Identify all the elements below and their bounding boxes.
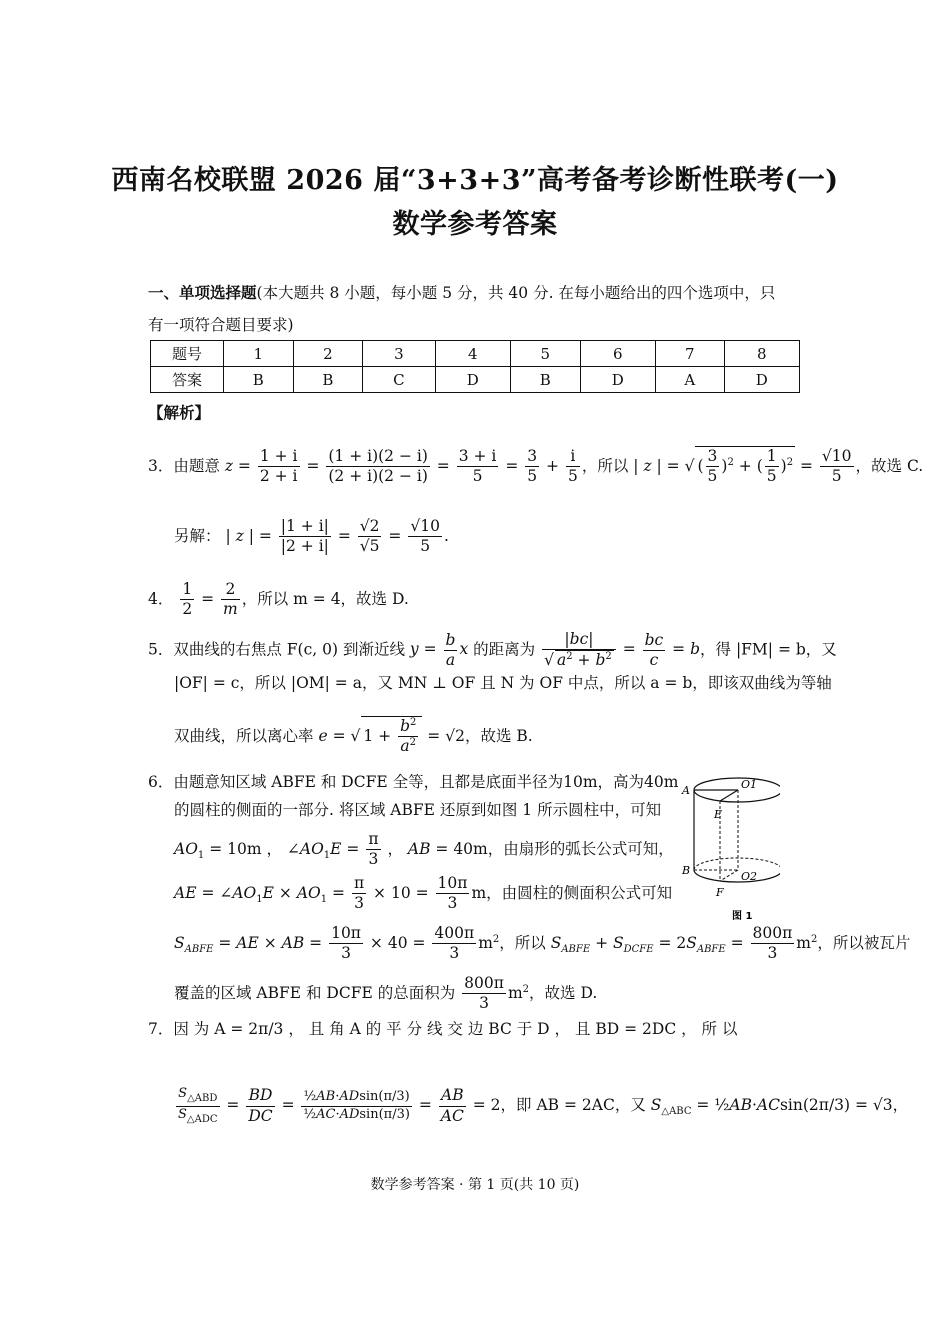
q5-line2: |OF| = c，所以 |OM| = a，又 MN ⊥ OF 且 N 为 OF 中点，所以 a = b，即该双曲线为等轴 (174, 674, 832, 692)
table-cell: 4 (435, 341, 510, 367)
table-cell: B (293, 367, 363, 393)
q3-result: ，故选 C. (855, 456, 924, 475)
table-cell: 8 (724, 341, 799, 367)
q6-formula-3: $AO_1 = 10m$ ， $\angle AO_1E$ = $\frac{\pi}{3}$ ， AB = 40m (174, 830, 488, 869)
answer-table (150, 340, 800, 393)
label-b: B (682, 864, 691, 877)
q6-line2: 的圆柱的侧面的一部分. 将区域 ABFE 还原到如图 1 所示圆柱中，可知 (174, 801, 662, 819)
table-row (151, 341, 800, 367)
q3-line1 (148, 446, 923, 487)
label-o1: O1 (741, 778, 758, 791)
table-cell: 1 (224, 341, 294, 367)
q5-line3 (174, 716, 533, 757)
table-cell: D (724, 367, 799, 393)
q4-formula: $\frac{1}{2}$ = $\frac{2}{m}$ (182, 580, 238, 619)
table-cell: D (580, 367, 655, 393)
q5-number: 5． (148, 640, 174, 659)
q6-text-1: 由题意知区域 ABFE 和 DCFE 全等，且都是底面半径为10m，高为40m (173, 773, 679, 791)
q5-text-e: ，故选 B. (464, 726, 533, 745)
table-cell: 5 (510, 341, 580, 367)
q5-distance: $\frac{|bc|}{√ a^2 + b^2}$ = $\frac{bc}{c}$ = b (544, 630, 701, 670)
row-header: 题号 (151, 341, 224, 367)
table-row (151, 367, 800, 393)
cylinder-figure (680, 768, 780, 928)
q5-text-b: 的距离为 (473, 640, 536, 659)
q6-formula-6: $\frac{800\pi}{3}$ $m^2$ (464, 974, 530, 1013)
page-title: 西南名校联盟 2026 届“3+3+3”高考备考诊断性联考(一) (111, 165, 839, 196)
q4-line (148, 580, 409, 620)
q7-text-1: 因 为 A = 2π/3 ， 且 角 A 的 平 分 线 交 边 BC 于 D ， 且 BD = 2DC ， 所 以 (173, 1020, 738, 1038)
q3-alt-label: 另解： (174, 526, 221, 545)
q3-alt-line (174, 517, 449, 557)
radius-o1e (720, 790, 738, 801)
q6-formula-5: $S_{ABFE}$ = AE × AB = $\frac{10\pi}{3}$ × 40 = $\frac{400\pi}{3}$ $m^2$，所以 $S_{ABFE} + S_{DCFE} = 2S_{ABFE}$ = $\frac{800\pi}{3}$ $m^2$ (174, 924, 818, 963)
row-header: 答案 (151, 367, 224, 393)
q7-text-mid: ，即 AB = 2AC，又 (500, 1096, 646, 1114)
q3-number: 3． (148, 456, 174, 475)
q3-alt-formula: | z | = $\frac{|1 + i|}{|2 + i|}$ = $\frac{√2}{√5}$ = $\frac{√10}{5}$ . (225, 517, 449, 556)
q5-eccentricity: e = √ 1 + $\frac{b^2}{a^2}$ = √2 (318, 717, 465, 756)
q6-line5 (174, 924, 910, 964)
table-cell: 6 (580, 341, 655, 367)
q6-line1 (148, 775, 678, 791)
q6-text-6b: ，故选 D. (529, 983, 598, 1002)
label-a: A (682, 784, 690, 797)
q6-text-3: ，由扇形的弧长公式可知， (487, 839, 674, 858)
page-footer: 数学参考答案 · 第 1 页(共 10 页) (370, 1177, 580, 1193)
section-description-a: (本大题共 8 小题，每小题 5 分，共 40 分. 在每小题给出的四个选项中，只 (256, 284, 776, 302)
table-cell: 7 (655, 341, 724, 367)
table-cell: B (224, 367, 294, 393)
q6-text-5: ，所以被瓦片 (817, 933, 911, 952)
q7-line2 (174, 1086, 908, 1126)
q5-line1 (148, 630, 837, 671)
q7-formula-a: $S_{\triangle ABD}$ $S_{\triangle ADC}$ = $\frac{BD}{DC}$ = $\frac{\text{½AB·ADsin(π/3)}}{\text{½AC·ADsin(π/3)}}$ = $\frac{AB}{AC}$ = 2 (178, 1086, 501, 1125)
table-cell: 3 (363, 341, 435, 367)
q3-tail: ，所以 (581, 456, 629, 475)
q4-number: 4． (148, 589, 174, 608)
q7-formula-b: $S_{\triangle ABC}$ = ½AB·ACsin(2π/3) = √3， (650, 1096, 909, 1117)
q7-line1 (148, 1022, 737, 1038)
table-cell: 2 (293, 341, 363, 367)
q6-line6 (174, 974, 597, 1014)
section-heading-line (148, 281, 775, 303)
q3-lead: 由题意 (173, 456, 220, 475)
q3-formula: z = $\frac{1 + i}{2 + i}$ = $\frac{(1 + i)(2 - i)}{(2 + i)(2 - i)}$ = $\frac{3 + i}{5}$ = $\frac{3}{5}$ + $\frac{i}{5}$ (224, 447, 578, 486)
q6-text-6a: 覆盖的区域 ABFE 和 DCFE 的总面积为 (174, 983, 456, 1002)
label-o2: O2 (741, 870, 758, 883)
q6-line4 (174, 874, 672, 914)
q5-text-c: ，得 |FM| = b，又 (700, 640, 837, 659)
q6-formula-4: AE = $\angle AO_1E \times AO_1$ = $\frac{\pi}{3}$ × 10 = $\frac{10\pi}{3}$ m (174, 874, 487, 913)
q5-text-d: 双曲线，所以离心率 (174, 726, 314, 745)
bottom-back-arc (694, 858, 780, 870)
q7-number: 7． (148, 1020, 174, 1038)
bottom-front-arc (694, 870, 780, 882)
q3-modulus: | z | = √ ( $\frac{3}{5}$ )$^2$ + ( $\frac{1}{5}$ )$^2$ = $\frac{√10}{5}$ (633, 447, 852, 486)
table-cell: C (363, 367, 435, 393)
page-subtitle: 数学参考答案 (392, 209, 558, 240)
analysis-label: 【解析】 (148, 404, 211, 422)
section-heading: 一、单项选择题 (148, 284, 257, 302)
table-cell: B (510, 367, 580, 393)
figure-caption: 图 1 (732, 911, 753, 922)
q6-number: 6． (148, 773, 174, 791)
q6-text-4: ，由圆柱的侧面积公式可知 (486, 883, 673, 902)
table-cell: D (435, 367, 510, 393)
q5-asymptote: y = $\frac{b}{a}$ x (409, 630, 469, 669)
q4-text: ，所以 m = 4，故选 D. (241, 589, 409, 608)
radius-o2f (720, 870, 738, 881)
q6-line3 (174, 830, 674, 870)
q5-text-a: 双曲线的右焦点 F(c, 0) 到渐近线 (173, 640, 405, 659)
label-e: E (714, 808, 723, 821)
section-description-b: 有一项符合题目要求) (148, 316, 294, 334)
label-f: F (716, 886, 724, 899)
table-cell: A (655, 367, 724, 393)
